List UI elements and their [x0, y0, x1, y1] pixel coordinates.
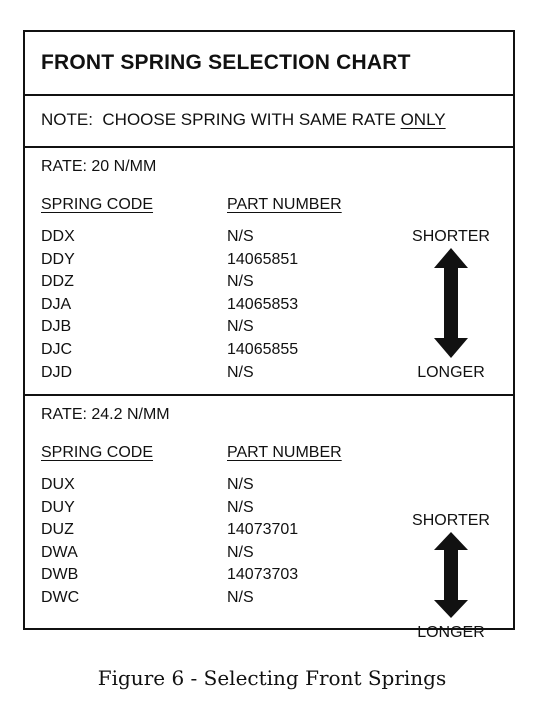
spring-code: DDY [41, 250, 75, 268]
chart-title-row [25, 32, 513, 96]
spring-code: DUY [41, 498, 75, 516]
part-number: N/S [227, 543, 254, 561]
note-row [25, 96, 513, 148]
part-number: 14065853 [227, 295, 299, 313]
part-number: N/S [227, 363, 254, 381]
part-number: N/S [227, 498, 254, 516]
spring-code: DJD [41, 363, 73, 381]
part-number: 14073701 [227, 521, 299, 539]
rate-label: RATE: 24.2 N/MM [41, 406, 170, 423]
double-headed-arrow-icon [434, 248, 468, 358]
longer-label: LONGER [417, 364, 485, 381]
chart-title: FRONT SPRING SELECTION CHART [41, 51, 411, 74]
rate-section-20 [25, 148, 513, 396]
part-number: 14065851 [227, 250, 299, 268]
shorter-label: SHORTER [412, 228, 490, 245]
part-number: N/S [227, 476, 254, 493]
spring-code-header: SPRING CODE [41, 196, 154, 213]
spring-code: DJC [41, 340, 73, 358]
spring-code: DDZ [41, 273, 74, 291]
part-number-header: PART NUMBER [227, 444, 342, 461]
part-number: N/S [227, 273, 254, 291]
part-number: 14073703 [227, 566, 299, 584]
longer-label: LONGER [417, 624, 485, 641]
note-text [41, 110, 446, 130]
shorter-label: SHORTER [412, 512, 490, 529]
note-emphasis: ONLY [400, 110, 446, 129]
figure-caption: Figure 6 - Selecting Front Springs [97, 666, 447, 690]
spring-code: DWA [41, 543, 78, 561]
spring-code: DUZ [41, 521, 74, 539]
spring-code-header: SPRING CODE [41, 444, 154, 461]
spring-code: DWC [41, 588, 80, 606]
spring-code: DWB [41, 566, 79, 584]
spring-selection-chart [23, 30, 515, 641]
rate-label: RATE: 20 N/MM [41, 158, 157, 175]
table-row [25, 476, 513, 499]
spring-code: DJA [41, 295, 72, 313]
part-number: N/S [227, 228, 254, 245]
part-number-header: PART NUMBER [227, 196, 342, 213]
part-number: N/S [227, 588, 254, 606]
double-headed-arrow-icon [434, 532, 468, 618]
part-number: N/S [227, 318, 254, 336]
spring-code: DJB [41, 318, 72, 336]
rate-section-24-2 [25, 396, 513, 641]
spring-code: DDX [41, 228, 75, 245]
note-prefix: NOTE: CHOOSE SPRING WITH SAME RATE [41, 110, 401, 129]
part-number: 14065855 [227, 340, 299, 358]
spring-code: DUX [41, 476, 75, 493]
